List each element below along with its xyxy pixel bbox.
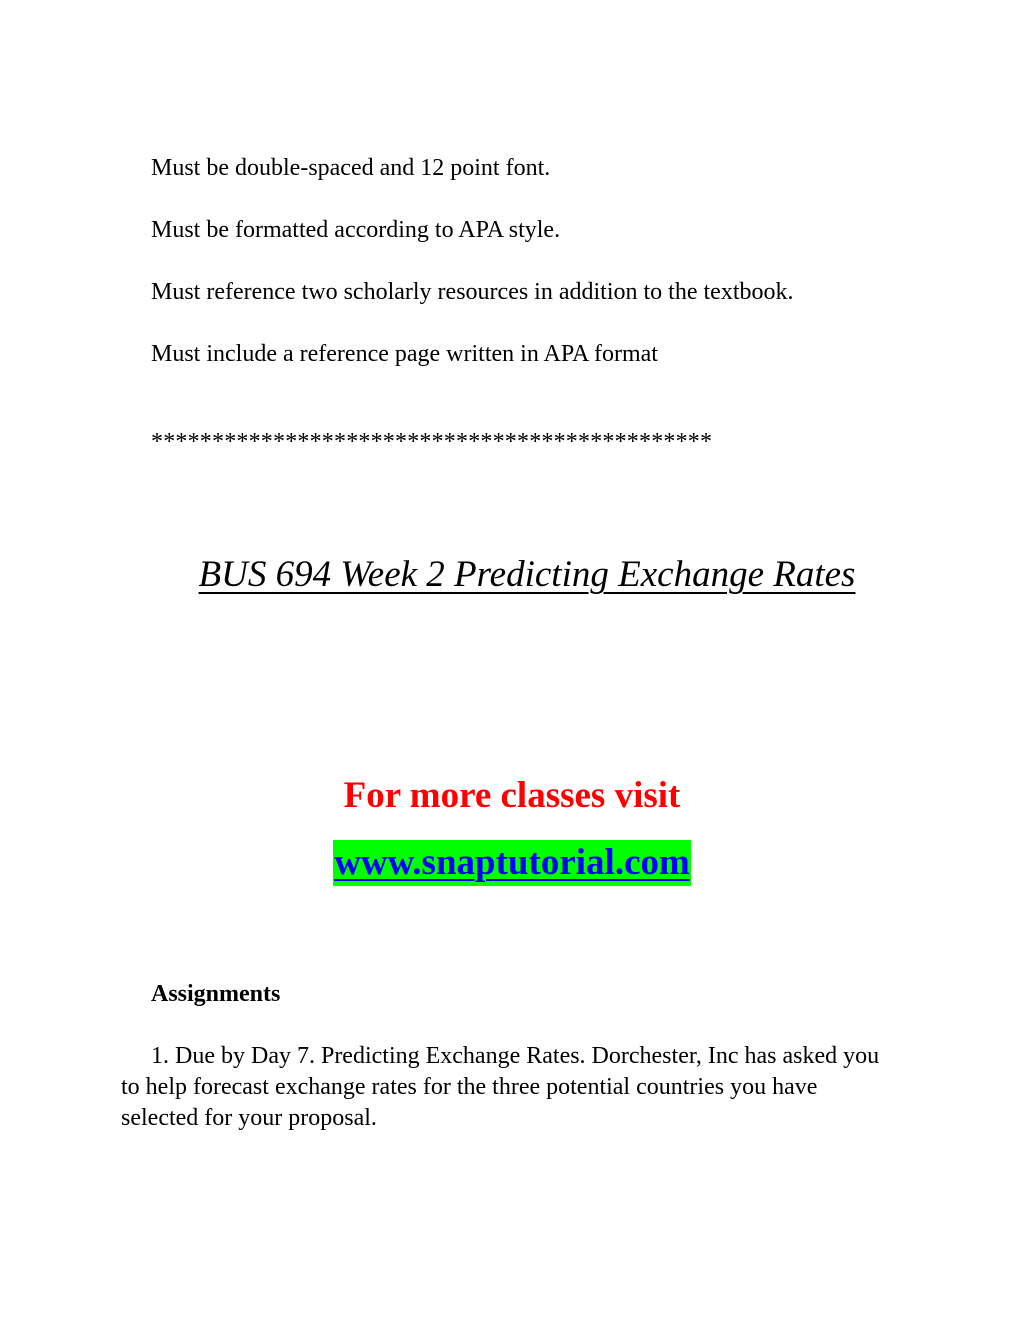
asterisk-divider: ********************************************** [151,429,713,455]
promo-heading: For more classes visit [343,775,681,816]
assignments-heading: Assignments [151,981,281,1007]
requirement-line: Must reference two scholarly resources in addition to the textbook. [151,279,794,305]
requirement-line: Must include a reference page written in APA format [151,341,658,367]
document-title: BUS 694 Week 2 Predicting Exchange Rates [198,554,856,595]
promo-link-container [0,840,1024,886]
requirement-line: Must be formatted according to APA style. [151,217,561,243]
requirement-line: Must be double-spaced and 12 point font. [151,155,551,181]
assignment-paragraph: 1. Due by Day 7. Predicting Exchange Rates. Dorchester, Inc has asked you to help forecast exchange rates for the three potential countries you have selected for your proposal. [121,1043,880,1131]
snaptutorial-link[interactable]: www.snaptutorial.com [333,840,691,886]
